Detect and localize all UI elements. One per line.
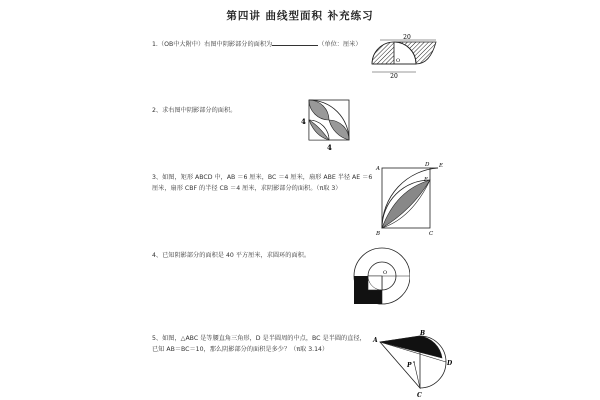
vertex-label-f: F <box>424 177 428 183</box>
vertex-label-a: A <box>376 166 380 172</box>
vertex-label-p: P <box>407 362 412 369</box>
page-title: 第四讲 曲线型面积 补充练习 <box>226 10 374 22</box>
vertex-label-c: C <box>417 392 422 399</box>
question-4-figure <box>344 244 410 312</box>
question-2-text: 2、求右图中阴影部分的面积。 <box>152 107 237 114</box>
question-1 <box>152 38 362 50</box>
question-5-line-2: 已知 AB＝BC＝10，那么阴影部分的面积是多少？（π取 3.14） <box>152 346 329 353</box>
vertex-label-a: A <box>373 337 378 344</box>
vertex-label-b: B <box>420 330 426 337</box>
vertex-label-c: C <box>429 231 434 237</box>
question-5-line-1: 5、如图，△ABC 是等腰直角三角形，D 是半圆周的中点，BC 是半圆的直径， <box>152 335 366 342</box>
question-4-text: 4、已知阴影部分的面积是 40 平方厘米，求圆环的面积。 <box>152 252 311 259</box>
vertex-label-e: E <box>439 163 444 169</box>
question-3 <box>152 172 372 194</box>
vertex-label-d: D <box>425 162 430 168</box>
shaded-region-left <box>372 42 394 64</box>
question-1-unit: （单位：厘米） <box>318 41 362 48</box>
vertex-label-b: B <box>376 231 381 237</box>
vertex-label-d: D <box>447 360 453 367</box>
dimension-label-top: 20 <box>403 34 411 41</box>
question-2-figure <box>297 96 357 154</box>
bottom-label: 4 <box>327 143 332 152</box>
answer-blank <box>272 38 318 46</box>
center-label: O <box>396 58 401 64</box>
question-3-line-2: 厘米，扇形 CBF 的半径 CB ＝4 厘米，求阴影部分的面积。（π取 3） <box>152 185 342 192</box>
question-3-line-1: 3、如图，矩形 ABCD 中，AB ＝6 厘米，BC ＝4 厘米，扇形 ABE 半径 AE ＝6 <box>152 174 373 181</box>
center-label: O <box>383 270 388 276</box>
question-5 <box>152 333 366 355</box>
side-label: 4 <box>301 117 306 126</box>
question-5-figure <box>370 330 454 400</box>
question-4 <box>152 250 310 261</box>
dimension-label-bottom: 20 <box>390 73 398 80</box>
question-3-figure <box>372 160 452 238</box>
question-2 <box>152 105 236 116</box>
question-1-figure <box>360 34 444 80</box>
question-1-text: 1.（OB中大附中）右图中阴影部分的面积为 <box>152 41 273 48</box>
